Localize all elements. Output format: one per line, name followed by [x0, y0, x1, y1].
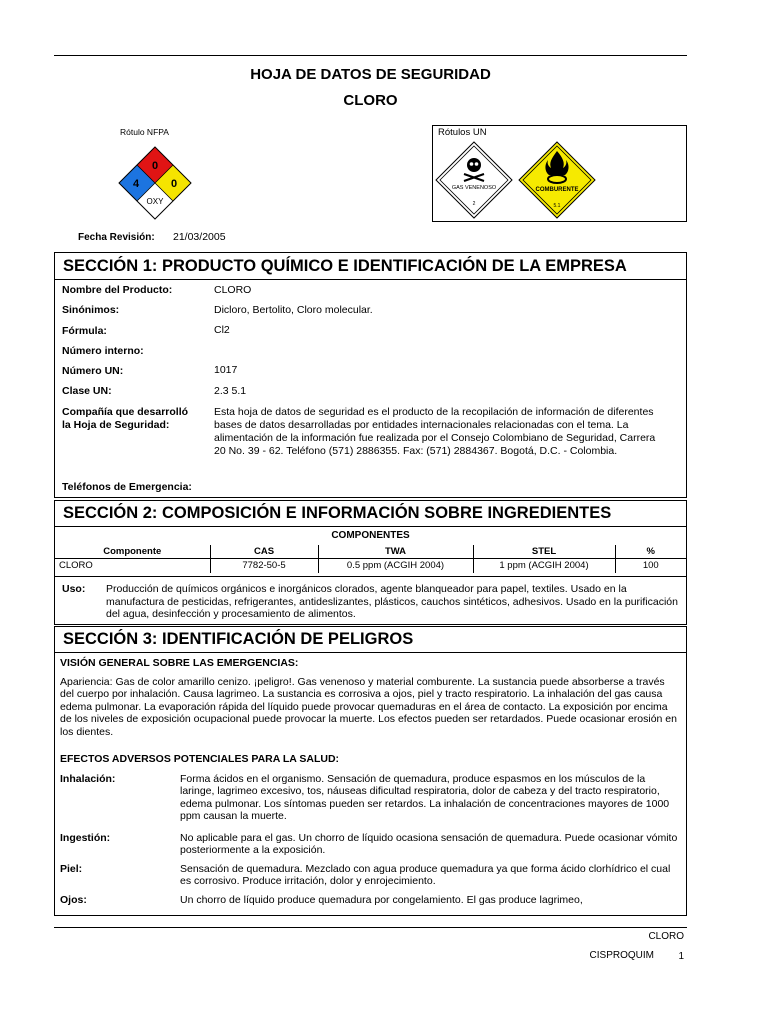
cell-cas: 7782-50-5 — [210, 559, 318, 573]
overview-title: VISIÓN GENERAL SOBRE LAS EMERGENCIAS: — [60, 657, 299, 669]
nfpa-special-value: OXY — [146, 197, 164, 206]
effect-label-eyes: Ojos: — [60, 894, 87, 906]
effect-text-inhalation: Forma ácidos en el organismo. Sensación de quemadura, produce espasmos en los músculos de la laringe, lagrimeo excesivo, tos, náuseas dificultad respiratoria, dolor de cabeza y del tracto respiratorio, edema pulmonar. Los síntomas pueden ser retardos. La inhalación de concentraciones mayores de 1000 ppm causan la muerte. — [180, 773, 670, 823]
effect-text-skin: Sensación de quemadura. Mezclado con agua produce quemadura ya que forma ácido clorhídrico el cual es corrosivo. Produce irritación, dolor y enrojecimiento. — [180, 863, 671, 888]
components-table-title: COMPONENTES — [331, 530, 410, 541]
comburente-label-icon — [518, 141, 596, 219]
effect-label-ingestion: Ingestión: — [60, 832, 111, 844]
un-labels-title: Rótulos UN — [438, 127, 487, 138]
col-header-stel: STEL — [473, 545, 615, 559]
cell-stel: 1 ppm (ACGIH 2004) — [473, 559, 615, 573]
s1-label-product: Nombre del Producto: — [62, 284, 173, 296]
document-title: HOJA DE DATOS DE SEGURIDAD — [250, 66, 491, 83]
use-text: Producción de químicos orgánicos e inorgánicos clorados, agente blanqueador para papel, textiles. Usado en la manufactura de pesticidas, refrigerantes, antideslizantes, plásticos, cauchos sintéticos, adhesivos. Usado en la purificación del agua, desinfección y procesamiento de alimentos. — [106, 583, 678, 620]
s1-value-product: CLORO — [214, 284, 252, 296]
revision-label: Fecha Revisión: — [78, 232, 155, 243]
s1-label-internal-number: Número interno: — [62, 345, 144, 357]
col-header-twa: TWA — [318, 545, 473, 559]
nfpa-reactivity-value: 0 — [170, 178, 178, 190]
nfpa-label: Rótulo NFPA — [120, 127, 169, 137]
overview-text: Apariencia: Gas de color amarillo cenizo. ¡peligro!. Gas venenoso y material comburente. La sustancia puede absorberse a través del cuerpo por inhalación. Causa lagrimeo. La sustancia es corrosiva a ojos, piel y tracto respiratorio. La inhalación del gas causa edema pulmonar. La evaporación rápida del líquido puede provocar quemaduras en el área de contacto. La exposición por encima de los niveles de exposición ocupacional puede provocar la muerte. Los efectos pueden ser retardados. Puede ocasionar erosión en los dientes. — [60, 676, 677, 738]
skull-icon — [467, 158, 481, 172]
top-rule — [54, 55, 687, 56]
use-label: Uso: — [62, 583, 86, 595]
section1-header: SECCIÓN 1: PRODUCTO QUÍMICO E IDENTIFICACIÓN DE LA EMPRESA — [54, 252, 687, 280]
gas-venenoso-label-icon — [435, 141, 513, 219]
s1-label-company-2: la Hoja de Seguridad: — [62, 419, 170, 431]
footer-company: CISPROQUIM — [589, 950, 654, 961]
s1-value-company: Esta hoja de datos de seguridad es el producto de la recopilación de información de diferentes bases de datos desarrolladas por entidades internacionales relacionadas con el tema. La alimentación de la información fue realizada por el Consejo Colombiano de Seguridad, Carrera 20 No. 39 - 62. Teléfono (571) 2886355. Fax: (571) 2884367. Bogotá, D.C. - Colombia. — [214, 406, 656, 457]
effect-text-ingestion: No aplicable para el gas. Un chorro de líquido ocasiona sensación de quemadura. Puede ocasionar vómito posteriormente a la exposición. — [180, 832, 678, 857]
s1-value-synonyms: Dicloro, Bertolito, Cloro molecular. — [214, 304, 373, 316]
section2-header: SECCIÓN 2: COMPOSICIÓN E INFORMACIÓN SOBRE INGREDIENTES — [54, 500, 687, 527]
table-row — [55, 559, 686, 573]
cell-component: CLORO — [55, 559, 210, 573]
s1-label-un-number: Número UN: — [62, 365, 124, 377]
nfpa-diamond-icon — [118, 146, 192, 220]
poison-class-number: 2 — [472, 201, 476, 207]
cell-twa: 0.5 ppm (ACGIH 2004) — [318, 559, 473, 573]
s1-value-un-class: 2.3 5.1 — [214, 385, 247, 397]
s1-value-un-number: 1017 — [214, 364, 238, 376]
revision-date: 21/03/2005 — [173, 231, 226, 243]
section3-header: SECCIÓN 3: IDENTIFICACIÓN DE PELIGROS — [54, 626, 687, 653]
col-header-cas: CAS — [210, 545, 318, 559]
effect-label-skin: Piel: — [60, 863, 83, 875]
oxidizer-class-number: 5.1 — [553, 203, 561, 209]
s1-label-emergency: Teléfonos de Emergencia: — [62, 481, 192, 493]
footer-page-number: 1 — [678, 951, 684, 962]
document-subtitle: CLORO — [343, 92, 398, 109]
oxidizer-label-text: COMBURENTE — [535, 187, 579, 193]
s1-label-synonyms: Sinónimos: — [62, 304, 120, 316]
footer-product: CLORO — [648, 931, 684, 942]
nfpa-flammability-value: 0 — [151, 160, 159, 172]
s1-label-un-class: Clase UN: — [62, 385, 112, 397]
s1-label-formula: Fórmula: — [62, 325, 107, 337]
effect-label-inhalation: Inhalación: — [60, 773, 116, 785]
footer-rule — [54, 927, 687, 928]
col-header-percent: % — [615, 545, 686, 559]
components-table — [55, 545, 686, 573]
col-header-component: Componente — [55, 545, 210, 559]
s1-label-company-1: Compañía que desarrolló — [62, 406, 189, 418]
poison-label-text: GAS VENENOSO — [451, 185, 497, 191]
nfpa-health-value: 4 — [132, 178, 140, 190]
table-header-row — [55, 545, 686, 559]
cell-percent: 100 — [642, 560, 659, 572]
s1-value-formula: Cl2 — [214, 324, 230, 336]
effects-title: EFECTOS ADVERSOS POTENCIALES PARA LA SALUD: — [60, 753, 340, 765]
effect-text-eyes: Un chorro de líquido produce quemadura por congelamiento. El gas produce lagrimeo, — [180, 894, 583, 906]
